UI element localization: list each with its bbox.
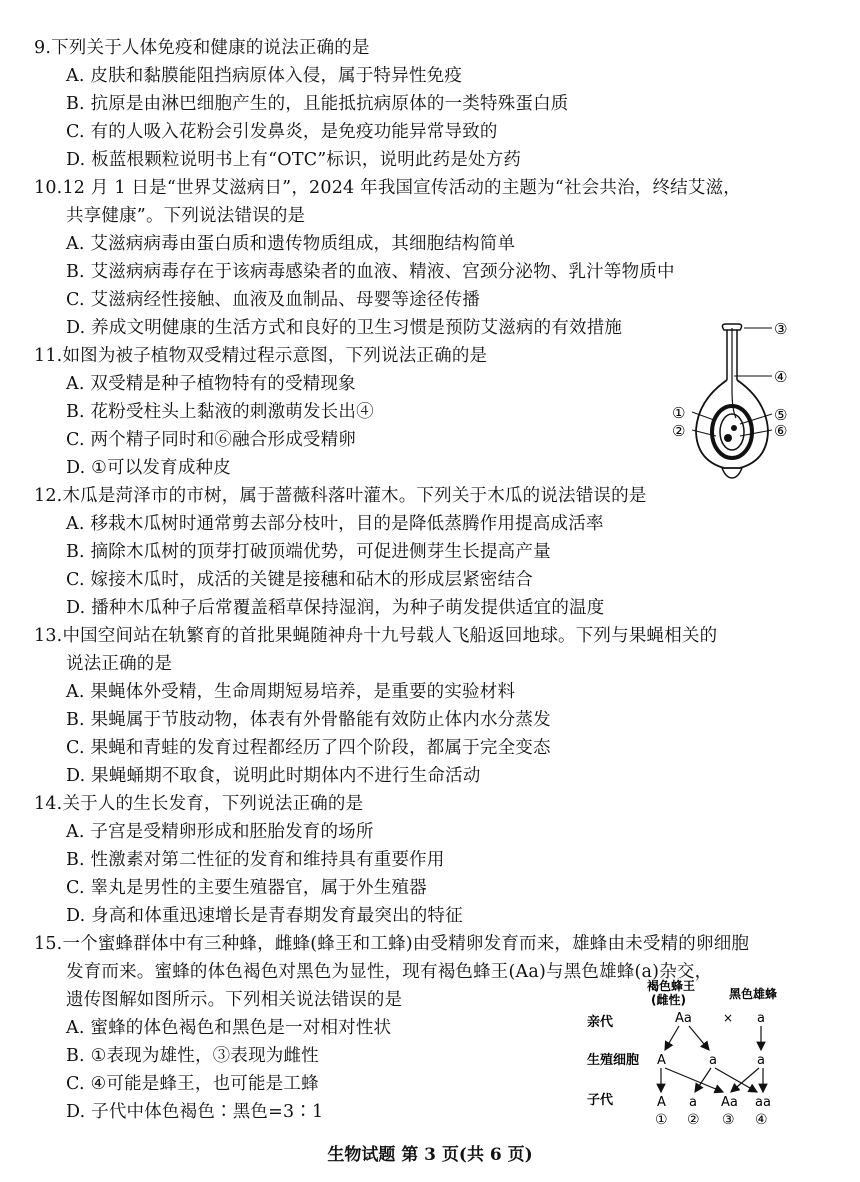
page-footer: 生物试题 第 3 页(共 6 页)	[327, 1145, 533, 1165]
question-13-stem-cont: 说法正确的是	[66, 654, 173, 674]
question-number: 13.	[34, 626, 63, 646]
offspring-2-number: ②	[687, 1112, 700, 1128]
question-text: 一个蜜蜂群体中有三种蜂，雌蜂(蜂王和工蜂)由受精卵发育而来，雄蜂由未受精的卵细胞	[62, 934, 750, 954]
option-10a: A. 艾滋病病毒由蛋白质和遗传物质组成，其细胞结构简单	[66, 234, 516, 254]
option-11d: D. ①可以发育成种皮	[66, 458, 231, 478]
label-1: ①	[672, 404, 686, 422]
queen-sex-label: (雌性)	[651, 993, 686, 1007]
option-14c: C. 睾丸是男性的主要生殖器官，属于外生殖器	[66, 878, 427, 898]
question-9-stem	[34, 36, 370, 60]
option-12c: C. 嫁接木瓜时，成活的关键是接穗和砧木的形成层紧密结合	[66, 570, 533, 590]
option-10c: C. 艾滋病经性接触、血液及血制品、母婴等途径传播	[66, 290, 480, 310]
offspring-4-number: ④	[755, 1112, 768, 1128]
option-12a: A. 移栽木瓜树时通常剪去部分枝叶，目的是降低蒸腾作用提高成活率	[66, 514, 604, 534]
option-9a: A. 皮肤和黏膜能阻挡病原体入侵，属于特异性免疫	[66, 66, 463, 86]
option-13b: B. 果蝇属于节肢动物，体表有外骨骼能有效防止体内水分蒸发	[66, 710, 551, 730]
gamete-a-drone: a	[757, 1053, 765, 1068]
offspring-2-genotype: a	[689, 1095, 697, 1110]
option-11a: A. 双受精是种子植物特有的受精现象	[66, 374, 356, 394]
option-13d: D. 果蝇蛹期不取食，说明此时期体内不进行生命活动	[66, 766, 481, 786]
question-number: 15.	[34, 934, 63, 954]
option-13a: A. 果蝇体外受精，生命周期短易培养，是重要的实验材料	[66, 682, 516, 702]
option-10b: B. 艾滋病病毒存在于该病毒感染者的血液、精液、宫颈分泌物、乳汁等物质中	[66, 262, 675, 282]
label-4: ④	[774, 368, 788, 386]
label-5: ⑤	[774, 406, 788, 424]
offspring-row-label: 子代	[587, 1093, 614, 1108]
option-9b: B. 抗原是由淋巴细胞产生的，且能抵抗病原体的一类特殊蛋白质	[66, 94, 569, 114]
offspring-1-genotype: A	[657, 1095, 666, 1110]
drone-label: 黑色雄蜂	[729, 987, 778, 1001]
queen-genotype: Aa	[675, 1011, 692, 1026]
option-11c: C. 两个精子同时和⑥融合形成受精卵	[66, 430, 356, 450]
option-15b: B. ①表现为雄性，③表现为雌性	[66, 1046, 319, 1066]
gamete-a-queen: a	[709, 1053, 717, 1068]
option-15a: A. 蜜蜂的体色褐色和黑色是一对相对性状	[66, 1018, 392, 1038]
option-12b: B. 摘除木瓜树的顶芽打破顶端优势，可促进侧芽生长提高产量	[66, 542, 551, 562]
question-text: 如图为被子植物双受精过程示意图，下列说法正确的是	[62, 346, 488, 366]
option-14b: B. 性激素对第二性征的发育和维持具有重要作用	[66, 850, 445, 870]
option-12d: D. 播种木瓜种子后常覆盖稻草保持湿润，为种子萌发提供适宜的温度	[66, 598, 605, 618]
gamete-A: A	[657, 1053, 666, 1068]
question-text: 12 月 1 日是“世界艾滋病日”，2024 年我国宣传活动的主题为“社会共治，终结艾滋，	[62, 178, 741, 198]
question-15-stem	[34, 932, 749, 956]
question-text: 中国空间站在轨繁育的首批果蝇随神舟十九号载人飞船返回地球。下列与果蝇相关的	[62, 626, 718, 646]
option-13c: C. 果蝇和青蛙的发育过程都经历了四个阶段，都属于完全变态	[66, 738, 551, 758]
gametes-row-label: 生殖细胞	[587, 1053, 640, 1068]
option-15d: D. 子代中体色褐色∶黑色=3∶1	[66, 1102, 324, 1122]
option-9c: C. 有的人吸入花粉会引发鼻炎，是免疫功能异常导致的	[66, 122, 498, 142]
option-15c: C. ④可能是蜂王，也可能是工蜂	[66, 1074, 319, 1094]
question-number: 9.	[34, 38, 52, 58]
question-12-stem	[34, 484, 647, 508]
label-6: ⑥	[774, 422, 788, 440]
parents-row-label: 亲代	[587, 1015, 614, 1030]
question-text: 下列关于人体免疫和健康的说法正确的是	[51, 38, 370, 58]
question-number: 11.	[34, 346, 63, 366]
question-10-stem	[34, 176, 741, 200]
double-fertilization-figure	[668, 320, 798, 480]
offspring-1-number: ①	[655, 1112, 668, 1128]
question-text: 木瓜是菏泽市的市树，属于蔷薇科落叶灌木。下列关于木瓜的说法错误的是	[62, 486, 647, 506]
drone-genotype: a	[757, 1011, 765, 1026]
question-number: 14.	[34, 794, 63, 814]
question-13-stem	[34, 624, 717, 648]
queen-label: 褐色蜂王	[647, 979, 696, 993]
offspring-3-genotype: Aa	[721, 1095, 738, 1110]
offspring-4-genotype: aa	[755, 1095, 771, 1110]
offspring-3-number: ③	[722, 1112, 735, 1128]
option-14a: A. 子宫是受精卵形成和胚胎发育的场所	[66, 822, 374, 842]
cross-symbol: ×	[723, 1011, 734, 1025]
option-14d: D. 身高和体重迅速增长是青春期发育最突出的特征	[66, 906, 463, 926]
question-15-stem-cont-1: 发育而来。蜜蜂的体色褐色对黑色为显性，现有褐色蜂王(Aa)与黑色雄蜂(a)杂交，	[66, 962, 713, 982]
question-number: 12.	[34, 486, 63, 506]
option-9d: D. 板蓝根颗粒说明书上有“OTC”标识，说明此药是处方药	[66, 150, 522, 170]
label-2: ②	[672, 422, 686, 440]
question-number: 10.	[34, 178, 63, 198]
label-3: ③	[774, 320, 788, 338]
question-14-stem	[34, 792, 363, 816]
bee-genetics-diagram	[585, 978, 825, 1130]
question-text: 关于人的生长发育，下列说法正确的是	[62, 794, 364, 814]
question-15-stem-cont-2: 遗传图解如图所示。下列相关说法错误的是	[66, 990, 403, 1010]
question-10-stem-cont: 共享健康”。下列说法错误的是	[66, 206, 306, 226]
option-11b: B. 花粉受柱头上黏液的刺激萌发长出④	[66, 402, 374, 422]
question-11-stem	[34, 344, 487, 368]
option-10d: D. 养成文明健康的生活方式和良好的卫生习惯是预防艾滋病的有效措施	[66, 318, 623, 338]
